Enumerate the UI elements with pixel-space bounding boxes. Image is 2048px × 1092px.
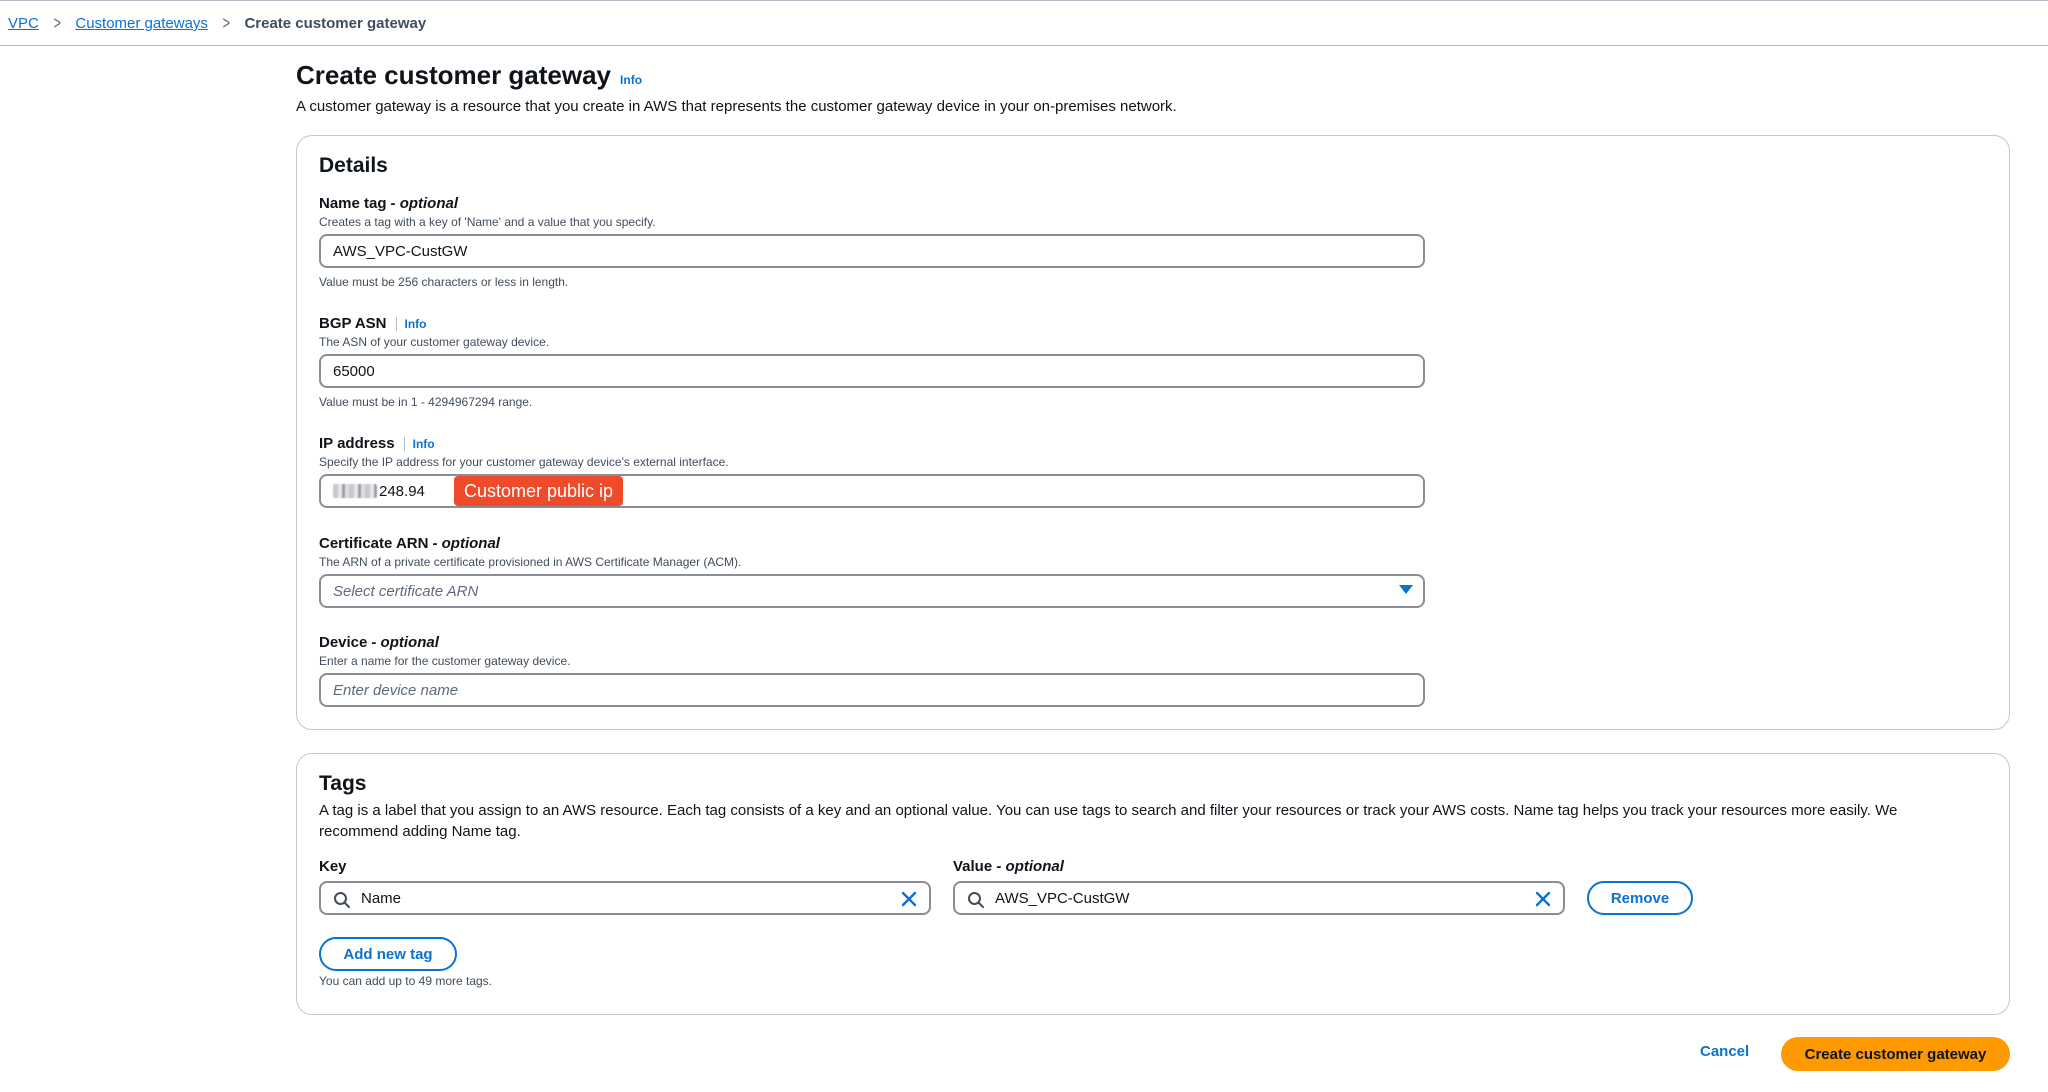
tag-value-optional: - optional [996, 858, 1064, 875]
caret-down-icon [1399, 585, 1413, 594]
certificate-arn-description: The ARN of a private certificate provisioned in AWS Certificate Manager (ACM). [319, 555, 742, 569]
certificate-arn-label [319, 535, 500, 552]
cancel-button[interactable]: Cancel [1700, 1043, 1750, 1060]
name-tag-description: Creates a tag with a key of 'Name' and a value that you specify. [319, 215, 656, 229]
bgp-asn-constraint: Value must be in 1 - 4294967294 range. [319, 395, 533, 409]
label-divider [404, 437, 405, 451]
page-header [296, 60, 642, 91]
bgp-asn-label [319, 315, 427, 332]
chevron-right-icon: > [222, 13, 230, 33]
page-description: A customer gateway is a resource that you create in AWS that represents the customer gateway device in your on-premises network. [296, 98, 1177, 115]
details-container [296, 135, 2010, 730]
certificate-arn-select[interactable] [319, 574, 1425, 608]
tags-container [296, 753, 2010, 1015]
tags-description: A tag is a label that you assign to an AWS resource. Each tag consists of a key and an optional value. You can use tags to search and filter your resources or track your AWS costs. Name tag helps you track your resources more easily. We recommend adding Name tag. [319, 802, 1898, 840]
bgp-asn-label-text: BGP ASN [319, 315, 387, 332]
tag-key-value: Name [361, 889, 402, 907]
clear-icon[interactable] [899, 889, 919, 909]
create-customer-gateway-button[interactable]: Create customer gateway [1781, 1037, 2010, 1071]
redacted-ip-prefix [333, 484, 377, 498]
clear-icon[interactable] [1533, 889, 1553, 909]
page-title: Create customer gateway [296, 60, 612, 90]
name-tag-optional: - optional [390, 195, 459, 212]
name-tag-label [319, 195, 458, 212]
ip-address-label-text: IP address [319, 435, 395, 452]
device-description: Enter a name for the customer gateway device. [319, 654, 571, 668]
breadcrumb-vpc-link[interactable]: VPC [8, 15, 39, 32]
breadcrumb-customer-gateways-link[interactable]: Customer gateways [75, 15, 208, 32]
certificate-arn-label-text: Certificate ARN [319, 535, 429, 552]
tags-limit-note: You can add up to 49 more tags. [319, 974, 493, 988]
tag-value-label [953, 858, 1064, 875]
label-divider [396, 317, 397, 331]
add-new-tag-button[interactable]: Add new tag [319, 937, 457, 971]
bgp-asn-description: The ASN of your customer gateway device. [319, 335, 550, 349]
name-tag-label-text: Name tag [319, 195, 387, 212]
bgp-asn-input[interactable] [319, 354, 1425, 388]
remove-tag-button[interactable]: Remove [1587, 881, 1693, 915]
tags-title: Tags [319, 772, 367, 795]
bgp-asn-info-link[interactable]: Info [404, 316, 427, 331]
tag-key-label: Key [319, 858, 347, 875]
search-icon [967, 891, 985, 909]
details-title: Details [319, 154, 388, 177]
breadcrumb [8, 15, 426, 32]
tag-value-input[interactable] [953, 881, 1565, 915]
chevron-right-icon: > [53, 13, 61, 33]
name-tag-input[interactable] [319, 234, 1425, 268]
certificate-arn-placeholder: Select certificate ARN [333, 582, 479, 600]
customer-public-ip-annotation: Customer public ip [454, 476, 623, 506]
bgp-asn-value: 65000 [333, 362, 375, 380]
breadcrumb-bar [0, 0, 2048, 46]
ip-address-value: 248.94 [379, 482, 425, 500]
device-placeholder: Enter device name [333, 681, 459, 699]
device-optional: - optional [371, 634, 439, 651]
search-icon [333, 891, 351, 909]
ip-address-label [319, 435, 435, 452]
breadcrumb-current: Create customer gateway [244, 15, 427, 32]
device-label [319, 634, 439, 651]
name-tag-constraint: Value must be 256 characters or less in length. [319, 275, 569, 289]
certificate-arn-optional: - optional [432, 535, 500, 552]
ip-address-description: Specify the IP address for your customer gateway device's external interface. [319, 455, 729, 469]
device-input[interactable] [319, 673, 1425, 707]
tag-value-value: AWS_VPC-CustGW [995, 889, 1130, 907]
page-info-link[interactable]: Info [620, 73, 643, 87]
device-label-text: Device [319, 634, 368, 651]
ip-address-info-link[interactable]: Info [412, 436, 435, 451]
tag-value-label-text: Value [953, 858, 993, 875]
tag-key-input[interactable] [319, 881, 931, 915]
name-tag-value: AWS_VPC-CustGW [333, 242, 468, 260]
